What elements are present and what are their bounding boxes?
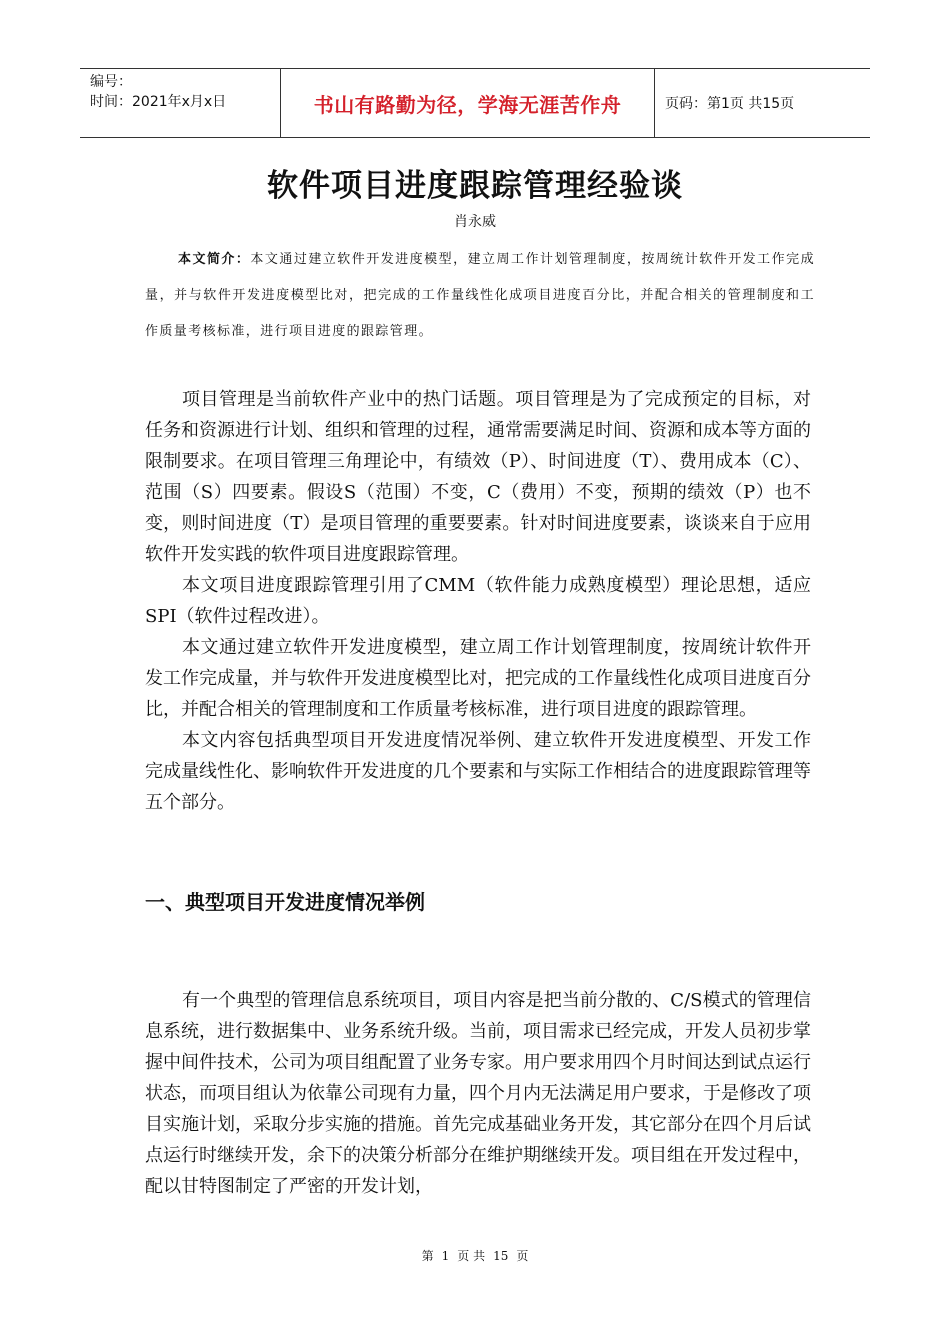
abstract-paragraph [145,242,815,350]
footer-page-number: 1 [441,1249,450,1263]
motto-text: 书山有路勤为径，学海无涯苦作舟 [313,92,622,117]
document-title: 软件项目进度跟踪管理经验谈 [267,168,683,204]
intro-paragraph: 本文内容包括典型项目开发进度情况举例、建立软件开发进度模型、开发工作完成量线性化、影响软件开发进度的几个要素和与实际工作相结合的进度跟踪管理等五个部分。 [145,730,811,813]
page-footer [0,1247,950,1264]
header-page-cell [655,69,870,137]
footer-mid: 页 共 [457,1249,486,1263]
footer-suffix: 页 [516,1249,529,1263]
footer-prefix: 第 [421,1249,434,1263]
document-header-table [80,68,870,138]
intro-paragraph: 本文项目进度跟踪管理引用了CMM（软件能力成熟度模型）理论思想，适应SPI（软件过程改进）。 [145,575,811,627]
document-author: 肖永威 [454,214,496,230]
date-label: 时间：2021年x月x日 [90,94,227,110]
section-heading: 一、典型项目开发进度情况举例 [145,890,425,914]
abstract-text: 本文通过建立软件开发进度模型，建立周工作计划管理制度，按周统计软件开发工作完成量，并与软件开发进度模型比对，把完成的工作量线性化成项目进度百分比，并配合相关的管理制度和工作质量考核标准，进行项目进度的跟踪管理。 [145,252,815,339]
intro-paragraph: 项目管理是当前软件产业中的热门话题。项目管理是为了完成预定的目标，对任务和资源进行计划、组织和管理的过程，通常需要满足时间、资源和成本等方面的限制要求。在项目管理三角理论中，有绩效（P）、时间进度（T）、费用成本（C）、范围（S）四要素。假设S（范围）不变，C（费用）不变，预期的绩效（P）也不变，则时间进度（T）是项目管理的重要要素。针对时间进度要素，谈谈来自于应用软件开发实践的软件项目进度跟踪管理。 [145,389,811,565]
number-label: 编号： [90,74,132,90]
intro-section [145,384,811,818]
page-info: 页码：第1页 共15页 [665,96,795,112]
intro-paragraph: 本文通过建立软件开发进度模型，建立周工作计划管理制度，按周统计软件开发工作完成量，并与软件开发进度模型比对，把完成的工作量线性化成项目进度百分比，并配合相关的管理制度和工作质量考核标准，进行项目进度的跟踪管理。 [145,637,811,720]
header-meta-cell [80,69,281,137]
abstract-label: 本文简介： [178,252,251,267]
section1-paragraph: 有一个典型的管理信息系统项目，项目内容是把当前分散的、C/S模式的管理信息系统，进行数据集中、业务系统升级。当前，项目需求已经完成，开发人员初步掌握中间件技术，公司为项目组配置了业务专家。用户要求用四个月时间达到试点运行状态，而项目组认为依靠公司现有力量，四个月内无法满足用户要求，于是修改了项目实施计划，采取分步实施的措施。首先完成基础业务开发，其它部分在四个月后试点运行时继续开发，余下的决策分析部分在维护期继续开发。项目组在开发过程中，配以甘特图制定了严密的开发计划， [145,990,811,1197]
footer-total-pages: 15 [493,1249,509,1263]
header-motto-cell [281,69,655,137]
section1-body [145,985,811,1202]
